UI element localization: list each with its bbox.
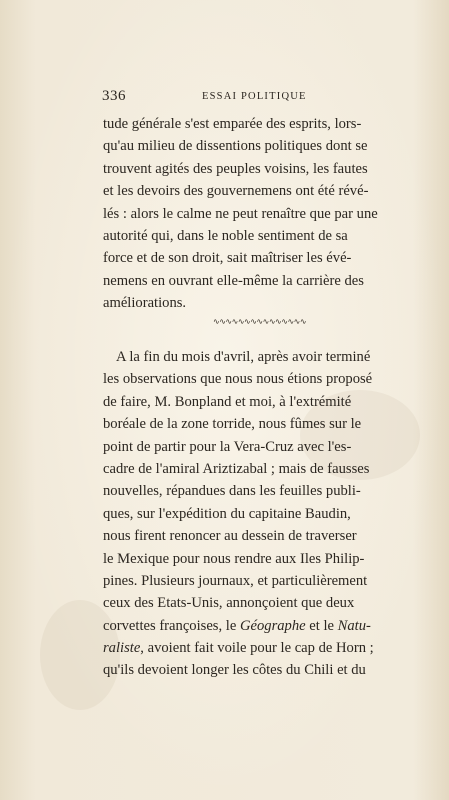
text-line: pines. Plusieurs journaux, et particulièrement [103, 572, 368, 589]
text-run: , avoient fait voile pour le cap de Horn ; [140, 640, 374, 657]
ship-name-naturaliste-end: raliste [103, 640, 141, 657]
text-line: nous firent renoncer au dessein de traverser [103, 528, 357, 545]
running-head: ESSAI POLITIQUE [202, 91, 307, 102]
text-line: autorité qui, dans le noble sentiment de sa [103, 227, 348, 244]
text-line: A la fin du mois d'avril, après avoir terminé [116, 349, 371, 365]
text-line: et les devoirs des gouvernemens ont été révé- [103, 183, 369, 200]
section-ornament: ∿∿∿∿∿∿∿∿∿∿∿∿∿∿∿ [213, 317, 307, 326]
text-run: corvettes françoises, le [103, 617, 240, 634]
text-line: qu'au milieu de dissentions politiques dont se [103, 138, 368, 155]
text-line [103, 615, 371, 637]
text-line: force et de son droit, sait maîtriser les évé- [103, 250, 352, 267]
ship-name-naturaliste-start: Natu- [337, 617, 371, 634]
text-line: améliorations. [103, 295, 187, 312]
text-line [103, 637, 374, 659]
text-line: qu'ils devoient longer les côtes du Chili et du [103, 662, 366, 679]
text-line: nouvelles, répandues dans les feuilles publi- [103, 483, 361, 500]
text-line: tude générale s'est emparée des esprits, lors- [103, 116, 362, 132]
text-line: ques, sur l'expédition du capitaine Baudin, [103, 505, 351, 522]
text-line: boréale de la zone torride, nous fûmes sur le [103, 416, 362, 433]
text-line: nemens en ouvrant elle-même la carrière des [103, 272, 364, 289]
text-line: trouvent agités des peuples voisins, les fautes [103, 160, 368, 177]
text-line: les observations que nous nous étions proposé [103, 371, 373, 388]
page-header [102, 88, 342, 108]
text-line: ceux des Etats-Unis, annonçoient que deux [103, 595, 355, 612]
ship-name-geographe: Géographe [239, 617, 306, 634]
paragraph-2 [103, 346, 374, 682]
paragraph-1 [103, 113, 378, 315]
text-line: cadre de l'amiral Ariztizabal ; mais de fausses [103, 460, 370, 477]
text-line: lés : alors le calme ne peut renaître que par une [103, 205, 378, 222]
page-number: 336 [102, 88, 126, 104]
text-line: le Mexique pour nous rendre aux Iles Philip- [103, 550, 365, 567]
text-line: de faire, M. Bonpland et moi, à l'extrémité [103, 393, 352, 410]
text-line: point de partir pour la Vera-Cruz avec l'es- [103, 438, 352, 455]
text-run: et le [305, 617, 338, 634]
